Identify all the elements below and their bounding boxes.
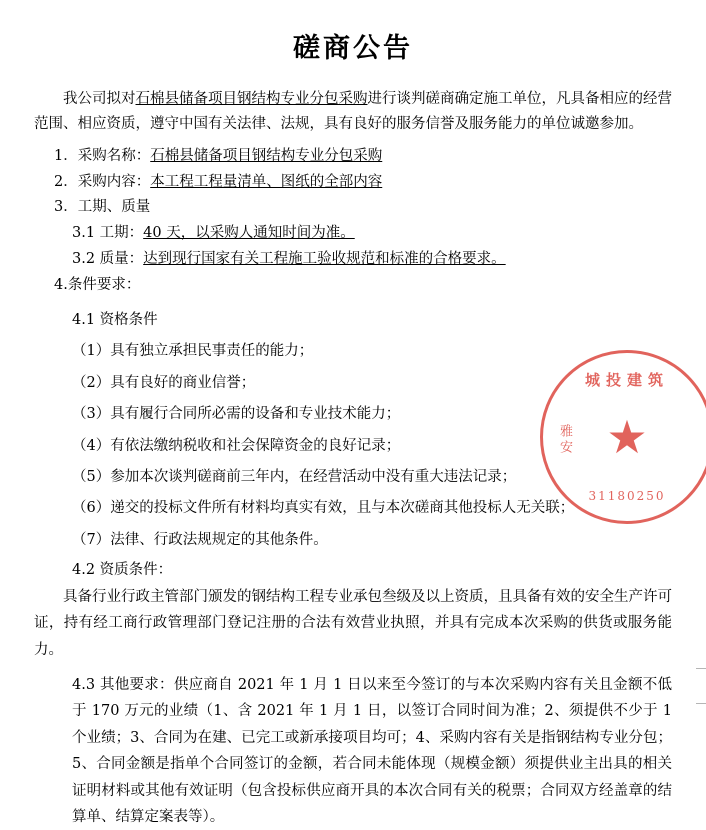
seal-side-text: 雅安 xyxy=(557,424,572,457)
section-number: 4.2 xyxy=(72,562,96,579)
section-label: 条件要求： xyxy=(67,276,141,293)
list-item xyxy=(54,195,672,221)
list-item: （3）具有履行合同所必需的设备和专业技术能力； xyxy=(72,406,401,423)
section-heading-qualification xyxy=(72,308,672,334)
seal-number: 31180250 xyxy=(588,489,666,503)
seal-arc-top-text: 城投建筑 xyxy=(584,371,669,389)
item-label: 工期、质量 xyxy=(77,199,151,216)
intro-prefix: 我公司拟对 xyxy=(63,91,136,107)
sub-list-item xyxy=(72,247,672,273)
list-item: （4）有依法缴纳税收和社会保障资金的良好记录； xyxy=(72,437,401,454)
sub-item-label: 质量： xyxy=(99,251,144,268)
star-icon: ★ xyxy=(606,410,648,464)
section-body: 供应商自 2021 年 1 月 1 日以来至今签订的与本次采购内容有关且金额不低于 170 万元的业绩（1、含 2021 年 1 月 1 日，以签订合同时间为准；2、须提供不少于 1 个业绩；3、合同为在建、已完工或新承接项目均可；4、采购内容有关是指钢结构专业分包；5、合同金额是指单个合同签订的金额，若合同未能体现（规模金额）须提供业主出具的相关证明材料或其他有效证明（包含投标供应商开具的本次合同有关的税票；合同双方经盖章的结算单、结算定案表等）。 xyxy=(72,677,672,825)
item-label: 采购内容： xyxy=(77,173,151,190)
sub-item-number: 3.1 xyxy=(72,225,96,242)
page-title: 磋商公告 xyxy=(293,33,413,64)
section-heading-qualification-cert xyxy=(72,558,672,584)
list-item: （1）具有独立承担民事责任的能力； xyxy=(72,343,314,360)
intro-underlined-subject: 石棉县储备项目钢结构专业分包采购 xyxy=(135,91,368,107)
list-item: （6）递交的投标文件所有材料均真实有效，且与本次磋商其他投标人无关联； xyxy=(72,500,575,517)
section-number: 4.1 xyxy=(72,311,96,328)
section-label: 资质条件： xyxy=(99,562,173,579)
list-item xyxy=(54,144,672,170)
item-number: 3． xyxy=(54,199,78,216)
sub-item-label: 工期： xyxy=(99,225,144,242)
list-item: （7）法律、行政法规规定的其他条件。 xyxy=(72,531,328,548)
sub-item-value: 40 天，以采购人通知时间为准。 xyxy=(143,225,355,242)
item-value: 本工程工程量清单、图纸的全部内容 xyxy=(150,173,383,190)
section-other-requirements xyxy=(72,672,672,830)
sub-list-item xyxy=(72,221,672,247)
sub-item-number: 3.2 xyxy=(72,251,96,268)
item-number: 1． xyxy=(54,147,78,164)
section-number: 4. xyxy=(54,276,68,293)
section-number: 4.3 xyxy=(72,677,96,693)
intro-paragraph xyxy=(34,87,672,137)
page-edge-mark xyxy=(696,668,706,704)
item-label: 采购名称： xyxy=(77,147,151,164)
intro-suffix: 进行谈判磋商确定施工单位，凡具备相应的经营范围、相应资质，遵守中国有关法律、法规，具有良好的服务信誉及服务能力的单位诚邀参加。 xyxy=(34,91,672,132)
list-item: （5）参加本次谈判磋商前三年内，在经营活动中没有重大违法记录； xyxy=(72,468,517,485)
section-label: 其他要求： xyxy=(99,677,174,693)
item-number: 2． xyxy=(54,173,78,190)
list-item: （2）具有良好的商业信誉； xyxy=(72,374,256,391)
section-body-qualification-cert: 具备行业行政主管部门颁发的钢结构工程专业承包叁级及以上资质，且具备有效的安全生产许可证，持有经工商行政管理部门登记注册的合法有效营业执照，并具有完成本次采购的供货或服务能力。 xyxy=(34,588,672,658)
item-value: 石棉县储备项目钢结构专业分包采购 xyxy=(150,147,383,164)
sub-item-value: 达到现行国家有关工程施工验收规范和标准的合格要求。 xyxy=(143,251,506,268)
list-item xyxy=(54,170,672,196)
section-label: 资格条件 xyxy=(99,311,158,328)
section-heading-conditions xyxy=(54,273,672,299)
